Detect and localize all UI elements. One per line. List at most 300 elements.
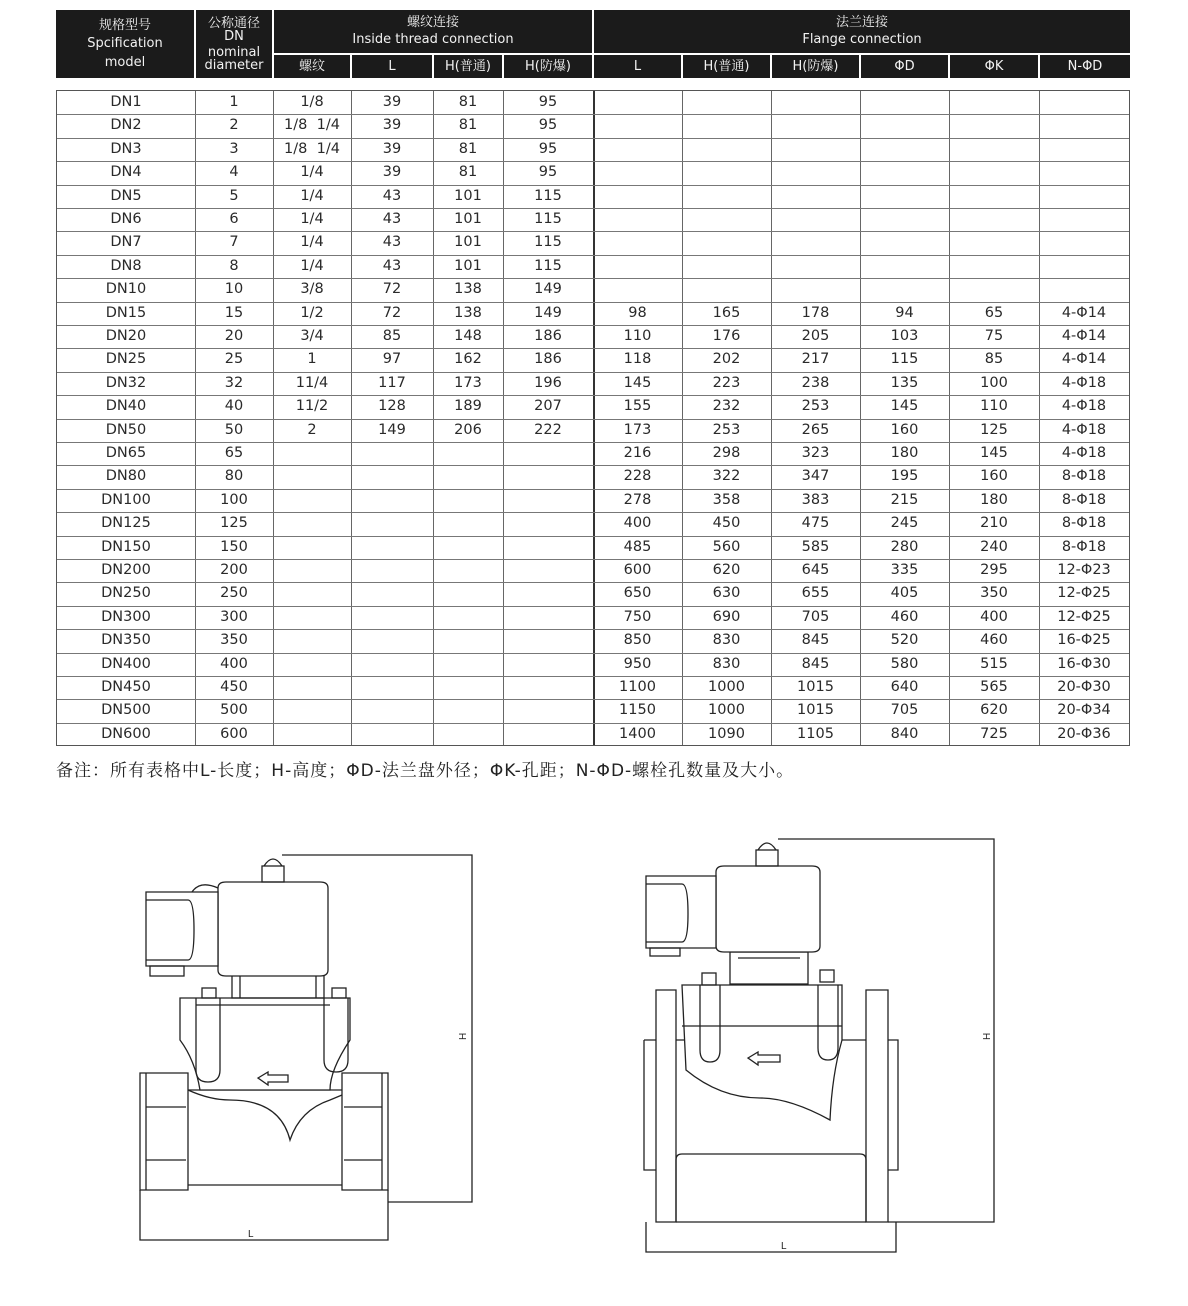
cell-flange-h-ex (771, 185, 860, 208)
cell-model: DN3 (110, 140, 142, 157)
cell-model: DN10 (105, 281, 147, 298)
right-l-label: L (781, 1241, 787, 1252)
cell-thread-h-ex (503, 559, 593, 582)
header-model (56, 10, 194, 78)
header-flange-zh: 法兰连接 (835, 15, 888, 30)
cell-flange-bolts: 12-Φ25 (1057, 608, 1111, 625)
cell-flange-h-normal: 322 (712, 468, 741, 485)
cell-flange-pcd (949, 208, 1039, 231)
cell-flange-l (593, 138, 682, 161)
cell-flange-l: 98 (628, 304, 647, 321)
cell-flange-pcd: 210 (980, 515, 1008, 532)
spec-table-body (56, 90, 1130, 746)
cell-flange-l: 278 (623, 491, 652, 508)
cell-model: DN7 (110, 234, 142, 251)
cell-thread-h-normal (433, 653, 503, 676)
cell-flange-pcd (949, 185, 1039, 208)
cell-model: DN40 (105, 398, 147, 415)
header-col-flange-od: ΦD (861, 55, 948, 78)
cell-flange-l (593, 161, 682, 184)
cell-flange-h-normal: 560 (712, 538, 741, 555)
cell-flange-bolts: 12-Φ23 (1057, 562, 1111, 578)
cell-dn: 25 (224, 351, 244, 368)
cell-dn: 350 (220, 632, 248, 649)
left-bolt-2 (332, 988, 346, 998)
cell-thread-h-ex: 149 (534, 304, 562, 321)
cell-flange-pcd: 460 (980, 632, 1008, 649)
cell-dn: 6 (229, 211, 239, 227)
cell-flange-od: 405 (890, 585, 919, 602)
cell-thread-h-normal: 101 (454, 234, 482, 251)
cell-thread-h-ex: 115 (534, 211, 562, 227)
cell-thread (273, 512, 351, 535)
cell-dn: 7 (229, 234, 239, 251)
cell-flange-od: 840 (890, 725, 919, 742)
cell-thread-l (351, 676, 433, 699)
cell-flange-h-ex: 845 (801, 655, 830, 672)
cell-model: DN100 (101, 491, 151, 508)
cell-flange-od: 520 (890, 632, 919, 649)
cell-flange-od (860, 161, 949, 184)
cell-thread-h-normal (433, 629, 503, 652)
cell-flange-h-ex: 845 (801, 632, 830, 649)
cell-thread-l (351, 582, 433, 605)
cell-flange-h-normal: 223 (712, 374, 741, 391)
cell-flange-od (860, 231, 949, 254)
cell-model: DN500 (101, 702, 151, 719)
cell-thread (273, 582, 351, 605)
cell-thread: 3/4 (300, 328, 324, 344)
cell-flange-h-normal: 830 (712, 655, 741, 672)
cell-model: DN300 (101, 608, 151, 625)
cell-flange-l: 110 (623, 328, 652, 344)
cell-dn: 450 (220, 679, 248, 695)
cell-model: DN350 (101, 632, 151, 649)
cell-flange-h-ex (771, 114, 860, 137)
cell-dn: 150 (220, 538, 248, 555)
cell-flange-bolts: 4-Φ18 (1061, 374, 1107, 391)
cell-thread-h-normal (433, 489, 503, 512)
header-col-flange-h-ex: H(防爆) (772, 55, 859, 78)
cell-flange-h-ex (771, 91, 860, 114)
right-bolt-2 (820, 970, 834, 982)
cell-thread-h-normal (433, 699, 503, 722)
cell-thread-h-normal (433, 559, 503, 582)
cell-flange-bolts: 4-Φ14 (1061, 328, 1107, 344)
header-dn-en1: nominal (207, 44, 261, 60)
right-top-nut (756, 850, 778, 866)
cell-thread-l (351, 629, 433, 652)
cell-thread: 1/4 (300, 234, 324, 251)
cell-thread-h-normal: 138 (454, 281, 482, 298)
cell-flange-h-ex: 585 (801, 538, 830, 555)
cell-flange-h-ex: 1015 (797, 679, 834, 695)
table-header (56, 10, 1130, 78)
cell-thread-h-ex (503, 465, 593, 488)
cell-flange-od (860, 114, 949, 137)
cell-model: DN25 (105, 351, 147, 368)
cell-thread-l (351, 489, 433, 512)
left-top-nut (262, 866, 284, 882)
cell-flange-h-ex: 1015 (797, 702, 834, 719)
cell-flange-l (593, 278, 682, 301)
cell-dn: 250 (220, 585, 248, 602)
cell-flange-h-ex: 655 (801, 585, 830, 602)
cell-flange-pcd: 75 (984, 328, 1004, 344)
header-dn-en2: diameter (204, 57, 264, 73)
header-flange-group (594, 10, 1130, 53)
cell-thread: 1 (307, 351, 317, 368)
cell-flange-h-ex: 645 (801, 562, 830, 578)
cell-dn: 80 (224, 468, 244, 485)
cell-thread-l: 43 (382, 211, 402, 227)
cell-flange-bolts: 16-Φ30 (1057, 655, 1111, 672)
cell-dn: 600 (220, 725, 248, 742)
header-col-thread-h-ex: H(防爆) (504, 55, 592, 78)
cell-flange-pcd: 565 (980, 679, 1008, 695)
cell-thread-h-ex: 207 (534, 398, 562, 415)
cell-thread-l (351, 559, 433, 582)
cell-flange-pcd: 110 (980, 398, 1008, 415)
threaded-valve-drawing (140, 855, 472, 1240)
cell-flange-l (593, 91, 682, 114)
cell-thread-l (351, 606, 433, 629)
cell-thread-l: 149 (378, 421, 406, 438)
cell-model: DN50 (105, 421, 147, 438)
cell-dn: 2 (229, 117, 239, 134)
cell-thread-l: 39 (382, 94, 402, 110)
table-note: 备注：所有表格中L-长度；H-高度；ΦD-法兰盘外径；ΦK-孔距；N-ΦD-螺栓孔数量及大小。 (56, 761, 795, 781)
cell-flange-h-normal: 232 (712, 398, 741, 415)
cell-flange-pcd (949, 161, 1039, 184)
cell-flange-h-ex (771, 231, 860, 254)
cell-flange-h-normal (682, 138, 771, 161)
header-dn-label: DN (224, 28, 244, 44)
cell-thread-h-normal: 81 (458, 117, 478, 134)
cell-flange-h-ex (771, 255, 860, 278)
cell-dn: 50 (224, 421, 244, 438)
cell-flange-h-normal (682, 231, 771, 254)
cell-flange-l: 216 (623, 445, 652, 461)
cell-thread-l: 43 (382, 187, 402, 204)
cell-flange-od: 180 (890, 445, 919, 461)
cell-thread-h-normal (433, 442, 503, 465)
cell-flange-l (593, 114, 682, 137)
cell-dn: 10 (224, 281, 244, 298)
header-model-en2: model (104, 54, 146, 70)
cell-flange-h-normal: 176 (712, 328, 741, 344)
cell-dn: 65 (224, 445, 244, 461)
cell-thread-l: 72 (382, 304, 402, 321)
cell-thread-h-ex (503, 582, 593, 605)
header-thread-group (274, 10, 592, 53)
cell-thread-h-normal: 138 (454, 304, 482, 321)
cell-thread-l: 43 (382, 234, 402, 251)
cell-flange-h-normal: 358 (712, 491, 741, 508)
cell-flange-bolts: 4-Φ18 (1061, 421, 1107, 438)
cell-flange-pcd (949, 255, 1039, 278)
cell-model: DN15 (105, 304, 147, 321)
cell-thread-h-ex: 186 (534, 351, 562, 368)
cell-flange-od: 460 (890, 608, 919, 625)
left-coil-base (232, 975, 324, 998)
left-connector (146, 892, 218, 966)
cell-flange-pcd (949, 231, 1039, 254)
cell-dn: 20 (224, 328, 244, 344)
cell-flange-bolts (1039, 138, 1129, 161)
cell-flange-pcd: 145 (980, 445, 1008, 461)
cell-flange-pcd: 180 (980, 491, 1008, 508)
cell-dn: 1 (229, 94, 239, 110)
cell-flange-h-normal (682, 255, 771, 278)
cell-model: DN1 (110, 94, 142, 110)
cell-flange-bolts: 8-Φ18 (1061, 468, 1107, 485)
cell-flange-h-ex: 383 (801, 491, 830, 508)
cell-flange-od: 640 (890, 679, 919, 695)
cell-flange-pcd (949, 278, 1039, 301)
header-dn-zh: 公称通径 (207, 15, 260, 31)
cell-thread-h-normal: 101 (454, 187, 482, 204)
cell-flange-pcd (949, 114, 1039, 137)
cell-flange-h-ex (771, 208, 860, 231)
cell-thread-h-ex: 115 (534, 187, 562, 204)
cell-flange-h-normal: 450 (712, 515, 741, 532)
cell-flange-l: 228 (623, 468, 652, 485)
cell-flange-pcd: 85 (984, 351, 1004, 368)
cell-thread: 1/4 (300, 257, 324, 274)
cell-flange-l: 950 (623, 655, 652, 672)
right-bolt-1 (702, 973, 716, 985)
cell-flange-h-ex: 1105 (797, 725, 834, 742)
cell-thread-h-normal (433, 723, 503, 746)
cell-thread-h-ex: 95 (538, 140, 558, 157)
cell-dn: 200 (220, 562, 248, 578)
cell-flange-bolts: 16-Φ25 (1057, 632, 1111, 649)
cell-thread-h-normal: 101 (454, 257, 482, 274)
cell-thread: 1/2 (300, 304, 324, 321)
header-model-zh: 规格型号 (98, 17, 151, 33)
cell-thread-l: 128 (378, 398, 406, 415)
right-l-dimension (646, 1222, 896, 1252)
cell-thread (273, 536, 351, 559)
cell-flange-pcd: 65 (984, 304, 1004, 321)
cell-thread (273, 723, 351, 746)
cell-flange-bolts: 8-Φ18 (1061, 515, 1107, 532)
cell-flange-l: 1100 (619, 679, 656, 695)
cell-flange-h-ex: 238 (801, 374, 830, 391)
cell-flange-od (860, 255, 949, 278)
cell-flange-h-ex: 265 (801, 421, 830, 438)
cell-flange-od: 94 (895, 304, 914, 321)
cell-flange-h-normal: 253 (712, 421, 741, 438)
cell-model: DN20 (105, 328, 147, 344)
cell-flange-pcd: 725 (980, 725, 1008, 742)
cell-thread-h-ex: 95 (538, 94, 558, 110)
cell-flange-od (860, 91, 949, 114)
cell-flange-pcd: 160 (980, 468, 1008, 485)
left-coil (218, 882, 328, 976)
cell-thread (273, 442, 351, 465)
cell-thread (273, 559, 351, 582)
cell-flange-h-normal: 620 (712, 562, 741, 578)
right-lower-block (676, 1154, 866, 1222)
header-col-flange-h-normal: H(普通) (683, 55, 770, 78)
header-col-thread-h-normal: H(普通) (434, 55, 502, 78)
right-coil (716, 866, 820, 952)
cell-model: DN600 (101, 725, 151, 742)
cell-flange-pcd: 620 (980, 702, 1008, 719)
cell-flange-l: 145 (623, 374, 652, 391)
flanged-valve-drawing (644, 839, 994, 1252)
cell-flange-bolts: 4-Φ18 (1061, 398, 1107, 415)
left-h-label: H (458, 1032, 469, 1040)
cell-model: DN125 (101, 515, 151, 532)
cell-model: DN65 (105, 445, 147, 461)
cell-thread-l: 85 (382, 328, 402, 344)
cell-flange-h-normal (682, 114, 771, 137)
cell-thread-l: 39 (382, 164, 402, 181)
cell-dn: 15 (224, 304, 244, 321)
cell-flange-h-normal: 690 (712, 608, 741, 625)
cell-thread: 11/4 (295, 374, 329, 391)
cell-flange-h-ex: 217 (801, 351, 830, 368)
cell-flange-pcd: 240 (980, 538, 1008, 555)
cell-flange-h-ex (771, 161, 860, 184)
cell-flange-h-normal (682, 185, 771, 208)
cell-model: DN4 (110, 164, 142, 181)
cell-thread: 1/4 (300, 164, 324, 181)
cell-model: DN250 (101, 585, 151, 602)
cell-thread-h-ex (503, 699, 593, 722)
cell-dn: 32 (224, 374, 244, 391)
cell-flange-od (860, 138, 949, 161)
cell-flange-l: 850 (623, 632, 652, 649)
cell-thread-h-normal (433, 465, 503, 488)
cell-flange-l: 1150 (619, 702, 656, 719)
cell-flange-bolts: 20-Φ30 (1057, 679, 1111, 695)
right-coil-base (730, 952, 808, 984)
cell-flange-bolts: 8-Φ18 (1061, 538, 1107, 555)
cell-flange-bolts: 4-Φ14 (1061, 304, 1107, 321)
cell-flange-bolts (1039, 91, 1129, 114)
cell-thread-h-ex: 115 (534, 234, 562, 251)
cell-flange-h-ex: 205 (801, 328, 830, 344)
cell-thread-h-normal: 173 (454, 374, 482, 391)
cell-flange-bolts (1039, 114, 1129, 137)
cell-flange-pcd: 100 (980, 374, 1008, 391)
cell-thread: 3/8 (300, 281, 324, 298)
cell-flange-od: 245 (890, 515, 919, 532)
cell-flange-bolts (1039, 208, 1129, 231)
cell-dn: 40 (224, 398, 244, 415)
cell-thread-h-ex (503, 512, 593, 535)
cell-flange-od: 195 (890, 468, 919, 485)
cell-flange-h-normal: 830 (712, 632, 741, 649)
cell-thread-l (351, 465, 433, 488)
header-flange-en: Flange connection (802, 32, 922, 47)
cell-model: DN200 (101, 562, 151, 578)
right-connector (646, 876, 716, 948)
cell-model: DN6 (110, 211, 142, 227)
cell-flange-od: 145 (890, 398, 919, 415)
cell-thread-h-ex (503, 723, 593, 746)
cell-thread-h-ex: 149 (534, 281, 562, 298)
cell-flange-bolts (1039, 278, 1129, 301)
cell-thread: 1/8 1/4 (284, 140, 340, 157)
cell-thread-l: 43 (382, 257, 402, 274)
cell-thread-h-normal: 81 (458, 94, 478, 110)
cell-thread-l (351, 536, 433, 559)
cell-thread-h-ex: 186 (534, 328, 562, 344)
header-thread-en: Inside thread connection (352, 32, 514, 47)
cell-thread-h-ex (503, 536, 593, 559)
cell-flange-l: 155 (623, 398, 652, 415)
cell-flange-l (593, 255, 682, 278)
cell-thread-h-normal (433, 582, 503, 605)
cell-flange-bolts (1039, 185, 1129, 208)
cell-thread-l (351, 653, 433, 676)
cell-thread-h-normal: 81 (458, 164, 478, 181)
cell-flange-h-normal: 298 (712, 445, 741, 461)
cell-flange-bolts: 20-Φ36 (1057, 725, 1111, 742)
cell-dn: 300 (220, 608, 248, 625)
cell-model: DN450 (101, 679, 151, 695)
cell-flange-l: 1400 (619, 725, 656, 742)
cell-flange-bolts: 20-Φ34 (1057, 702, 1111, 719)
cell-thread-h-ex: 95 (538, 164, 558, 181)
cell-thread: 11/2 (295, 398, 329, 415)
cell-thread-h-normal (433, 536, 503, 559)
cell-dn: 100 (220, 491, 248, 508)
cell-thread-l (351, 512, 433, 535)
cell-flange-h-normal (682, 278, 771, 301)
cell-flange-od: 335 (890, 562, 919, 578)
cell-thread (273, 629, 351, 652)
cell-thread (273, 699, 351, 722)
cell-flange-bolts (1039, 231, 1129, 254)
cell-flange-bolts (1039, 255, 1129, 278)
cell-thread: 1/8 1/4 (284, 117, 340, 134)
cell-thread (273, 465, 351, 488)
cell-thread-h-normal (433, 606, 503, 629)
cell-thread-h-ex (503, 676, 593, 699)
cell-thread-h-ex (503, 653, 593, 676)
cell-thread (273, 653, 351, 676)
right-port-right (342, 1073, 388, 1190)
cell-thread-l (351, 723, 433, 746)
left-l-label: L (248, 1229, 254, 1240)
cell-thread-h-normal: 101 (454, 211, 482, 227)
cell-flange-od: 705 (890, 702, 919, 719)
cell-thread-h-ex: 115 (534, 257, 562, 274)
cell-flange-od: 160 (890, 421, 919, 438)
cell-dn: 400 (220, 655, 248, 672)
cell-flange-pcd: 125 (980, 421, 1008, 438)
cell-flange-l (593, 208, 682, 231)
cell-thread-h-ex (503, 629, 593, 652)
cell-thread (273, 606, 351, 629)
cell-flange-l: 750 (623, 608, 652, 625)
cell-flange-h-normal (682, 91, 771, 114)
right-flange-left (656, 990, 676, 1222)
valve-drawings (0, 820, 1188, 1260)
cell-thread-l: 39 (382, 117, 402, 134)
cell-flange-od: 215 (890, 491, 919, 508)
header-col-flange-pcd: ΦK (950, 55, 1038, 78)
header-model-en1: Spcification (87, 35, 163, 51)
cell-flange-bolts: 4-Φ18 (1061, 445, 1107, 461)
cell-flange-bolts: 4-Φ14 (1061, 351, 1107, 368)
